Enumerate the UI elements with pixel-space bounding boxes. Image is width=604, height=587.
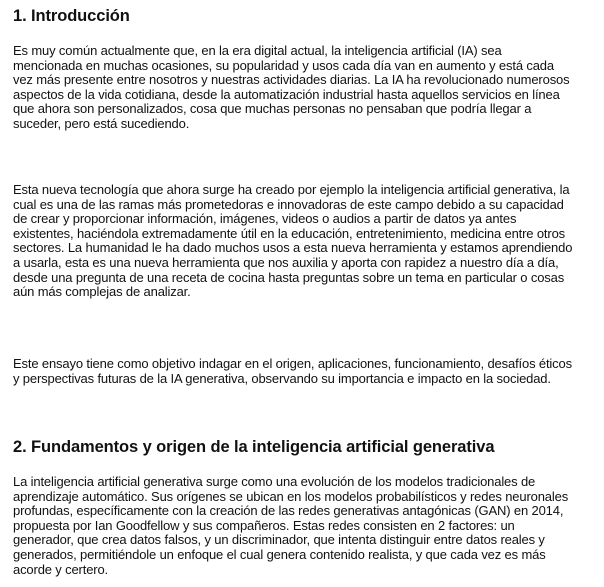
text-line: cual es una de las ramas más prometedoras e innovadoras de este campo debido a su capacidad [13,196,564,212]
text-line: sectores. La humanidad le ha dado muchos usos a esta nueva herramienta y estamos aprendiendo [13,240,573,256]
text-line: acorde y certero. [13,561,108,577]
text-line: aún más complejas de analizar. [13,284,191,300]
text-line: mencionada en muchas ocasiones, su popularidad y usos cada día van en aumento y está cada [13,57,554,73]
text-line: existentes, haciéndola extremadamente útil en la educación, entretenimiento, medicina entre otros [13,225,566,241]
text-line: Este ensayo tiene como objetivo indagar en el origen, aplicaciones, funcionamiento, desafíos éticos [13,356,572,371]
section-heading-introduccion: 1. Introducción [13,7,130,25]
text-line: generador, que crea datos falsos, y un discriminador, que intenta distinguir entre datos reales y [13,532,545,548]
text-line: profundas, específicamente con la creación de las redes generativas antagónicas (GAN) en 2014, [13,503,564,519]
text-line: desde una pregunta de una receta de cocina hasta preguntas sobre un tema en particular o cosas [13,269,565,285]
text-line: vez más presente entre nosotros y nuestras actividades diarias. La IA ha revolucionado numerosos [13,72,570,88]
text-line: suceder, pero está sucediendo. [13,115,190,131]
text-line: generados, permitiéndole un enfoque el cual genera contenido realista, y que cada vez es más [13,546,546,562]
section-heading-fundamentos: 2. Fundamentos y origen de la inteligencia artificial generativa [13,438,495,456]
paragraph-intro-3 [13,357,572,386]
text-line: aprendizaje automático. Sus orígenes se ubican en los modelos probabilísticos y redes neuronales [13,488,569,504]
paragraph-fundamentos-1 [13,475,568,577]
text-line: Es muy común actualmente que, en la era digital actual, la inteligencia artificial (IA) sea [13,43,502,58]
text-line: a usarla, esta es una nueva herramienta que nos auxilia y aporta con rapidez a nuestro día a día, [13,254,559,270]
text-line: La inteligencia artificial generativa surge como una evolución de los modelos tradicionales de [13,474,536,489]
text-line: aspectos de la vida cotidiana, desde la automatización industrial hasta aquellos servicios en línea [13,86,560,102]
paragraph-intro-1 [13,44,569,132]
text-line: y perspectivas futuras de la IA generativa, observando su importancia e impacto en la sociedad. [13,370,551,386]
text-line: propuesta por Ian Goodfellow y sus compañeros. Estas redes consisten en 2 factores: un [13,517,515,533]
paragraph-intro-2 [13,183,572,300]
text-line: de crear y proporcionar información, imágenes, videos o audios a partir de datos ya antes [13,211,517,227]
text-line: que ahora son personalizados, cosa que muchas personas no pensaban que podría llegar a [13,101,532,117]
text-line: Esta nueva tecnología que ahora surge ha creado por ejemplo la inteligencia artificial generativa, la [13,182,570,197]
